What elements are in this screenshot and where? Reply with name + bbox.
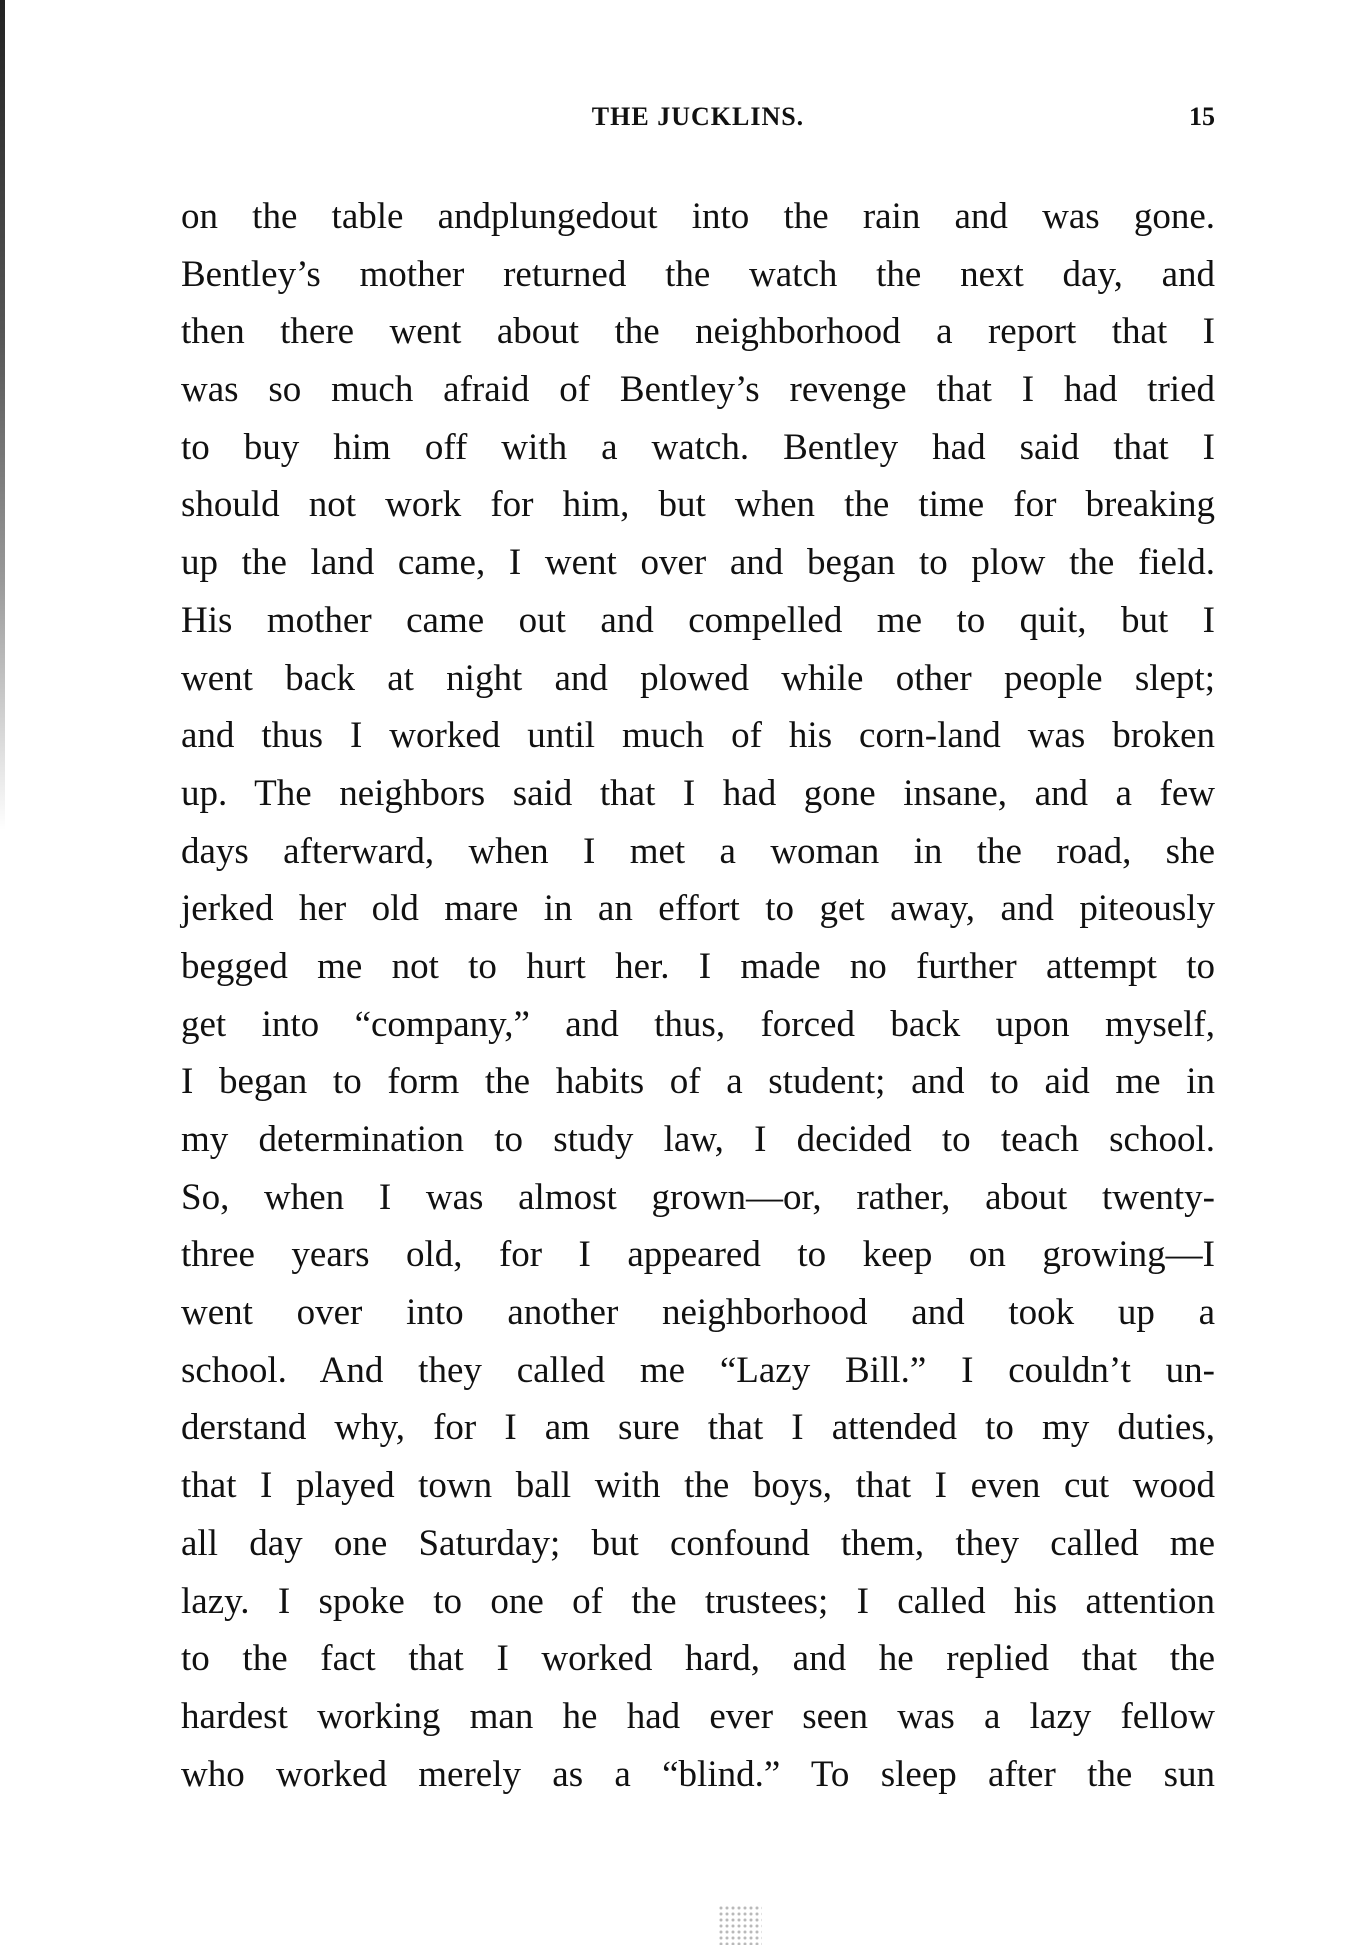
- text-line: and thus I worked until much of his corn-land was broken: [181, 715, 1215, 757]
- text-line: days afterward, when I met a woman in the road, she: [181, 830, 1215, 872]
- text-line: all day one Saturday; but confound them, they called me: [181, 1522, 1215, 1564]
- running-title: THE JUCKLINS.: [591, 102, 805, 131]
- text-line: went back at night and plowed while other people slept;: [181, 657, 1215, 699]
- text-line: school. And they called me “Lazy Bill.” I couldn’t un-: [181, 1349, 1215, 1391]
- text-line: hardest working man he had ever seen was a lazy fellow: [181, 1695, 1215, 1737]
- text-line: jerked her old mare in an effort to get away, and piteously: [181, 888, 1215, 930]
- text-line: who worked merely as a “blind.” To sleep after the sun: [181, 1753, 1215, 1795]
- text-line: derstand why, for I am sure that I attended to my duties,: [181, 1407, 1215, 1449]
- text-line: my determination to study law, I decided to teach school.: [181, 1119, 1215, 1160]
- text-line: get into “company,” and thus, forced back upon myself,: [181, 1003, 1215, 1045]
- text-line: begged me not to hurt her. I made no further attempt to: [181, 945, 1215, 987]
- text-line: up the land came, I went over and began to plow the field.: [181, 542, 1215, 584]
- text-line: should not work for him, but when the time for breaking: [181, 484, 1215, 526]
- text-line: to buy him off with a watch. Bentley had said that I: [181, 426, 1215, 468]
- text-line: I began to form the habits of a student; and to aid me in: [181, 1061, 1215, 1103]
- scan-binding-edge: [0, 0, 5, 830]
- page-number: 15: [1189, 102, 1215, 131]
- text-line: that I played town ball with the boys, that I even cut wood: [181, 1465, 1215, 1507]
- body-text: [181, 188, 1215, 1803]
- text-line: His mother came out and compelled me to quit, but I: [181, 599, 1215, 641]
- text-line: Bentley’s mother returned the watch the next day, and: [181, 253, 1215, 295]
- text-line: then there went about the neighborhood a report that I: [181, 311, 1215, 353]
- text-line: three years old, for I appeared to keep on growing—I: [181, 1234, 1215, 1276]
- scan-smudge: [718, 1905, 762, 1945]
- text-line: lazy. I spoke to one of the trustees; I called his attention: [181, 1580, 1215, 1622]
- text-line: to the fact that I worked hard, and he replied that the: [181, 1638, 1215, 1680]
- text-line: up. The neighbors said that I had gone insane, and a few: [181, 772, 1215, 814]
- text-line: was so much afraid of Bentley’s revenge that I had tried: [181, 369, 1215, 411]
- text-line: So, when I was almost grown—or, rather, about twenty-: [181, 1176, 1215, 1218]
- page-header: [181, 102, 1215, 142]
- text-line: went over into another neighborhood and took up a: [181, 1292, 1215, 1334]
- text-line: on the table andplungedout into the rain and was gone.: [181, 196, 1215, 237]
